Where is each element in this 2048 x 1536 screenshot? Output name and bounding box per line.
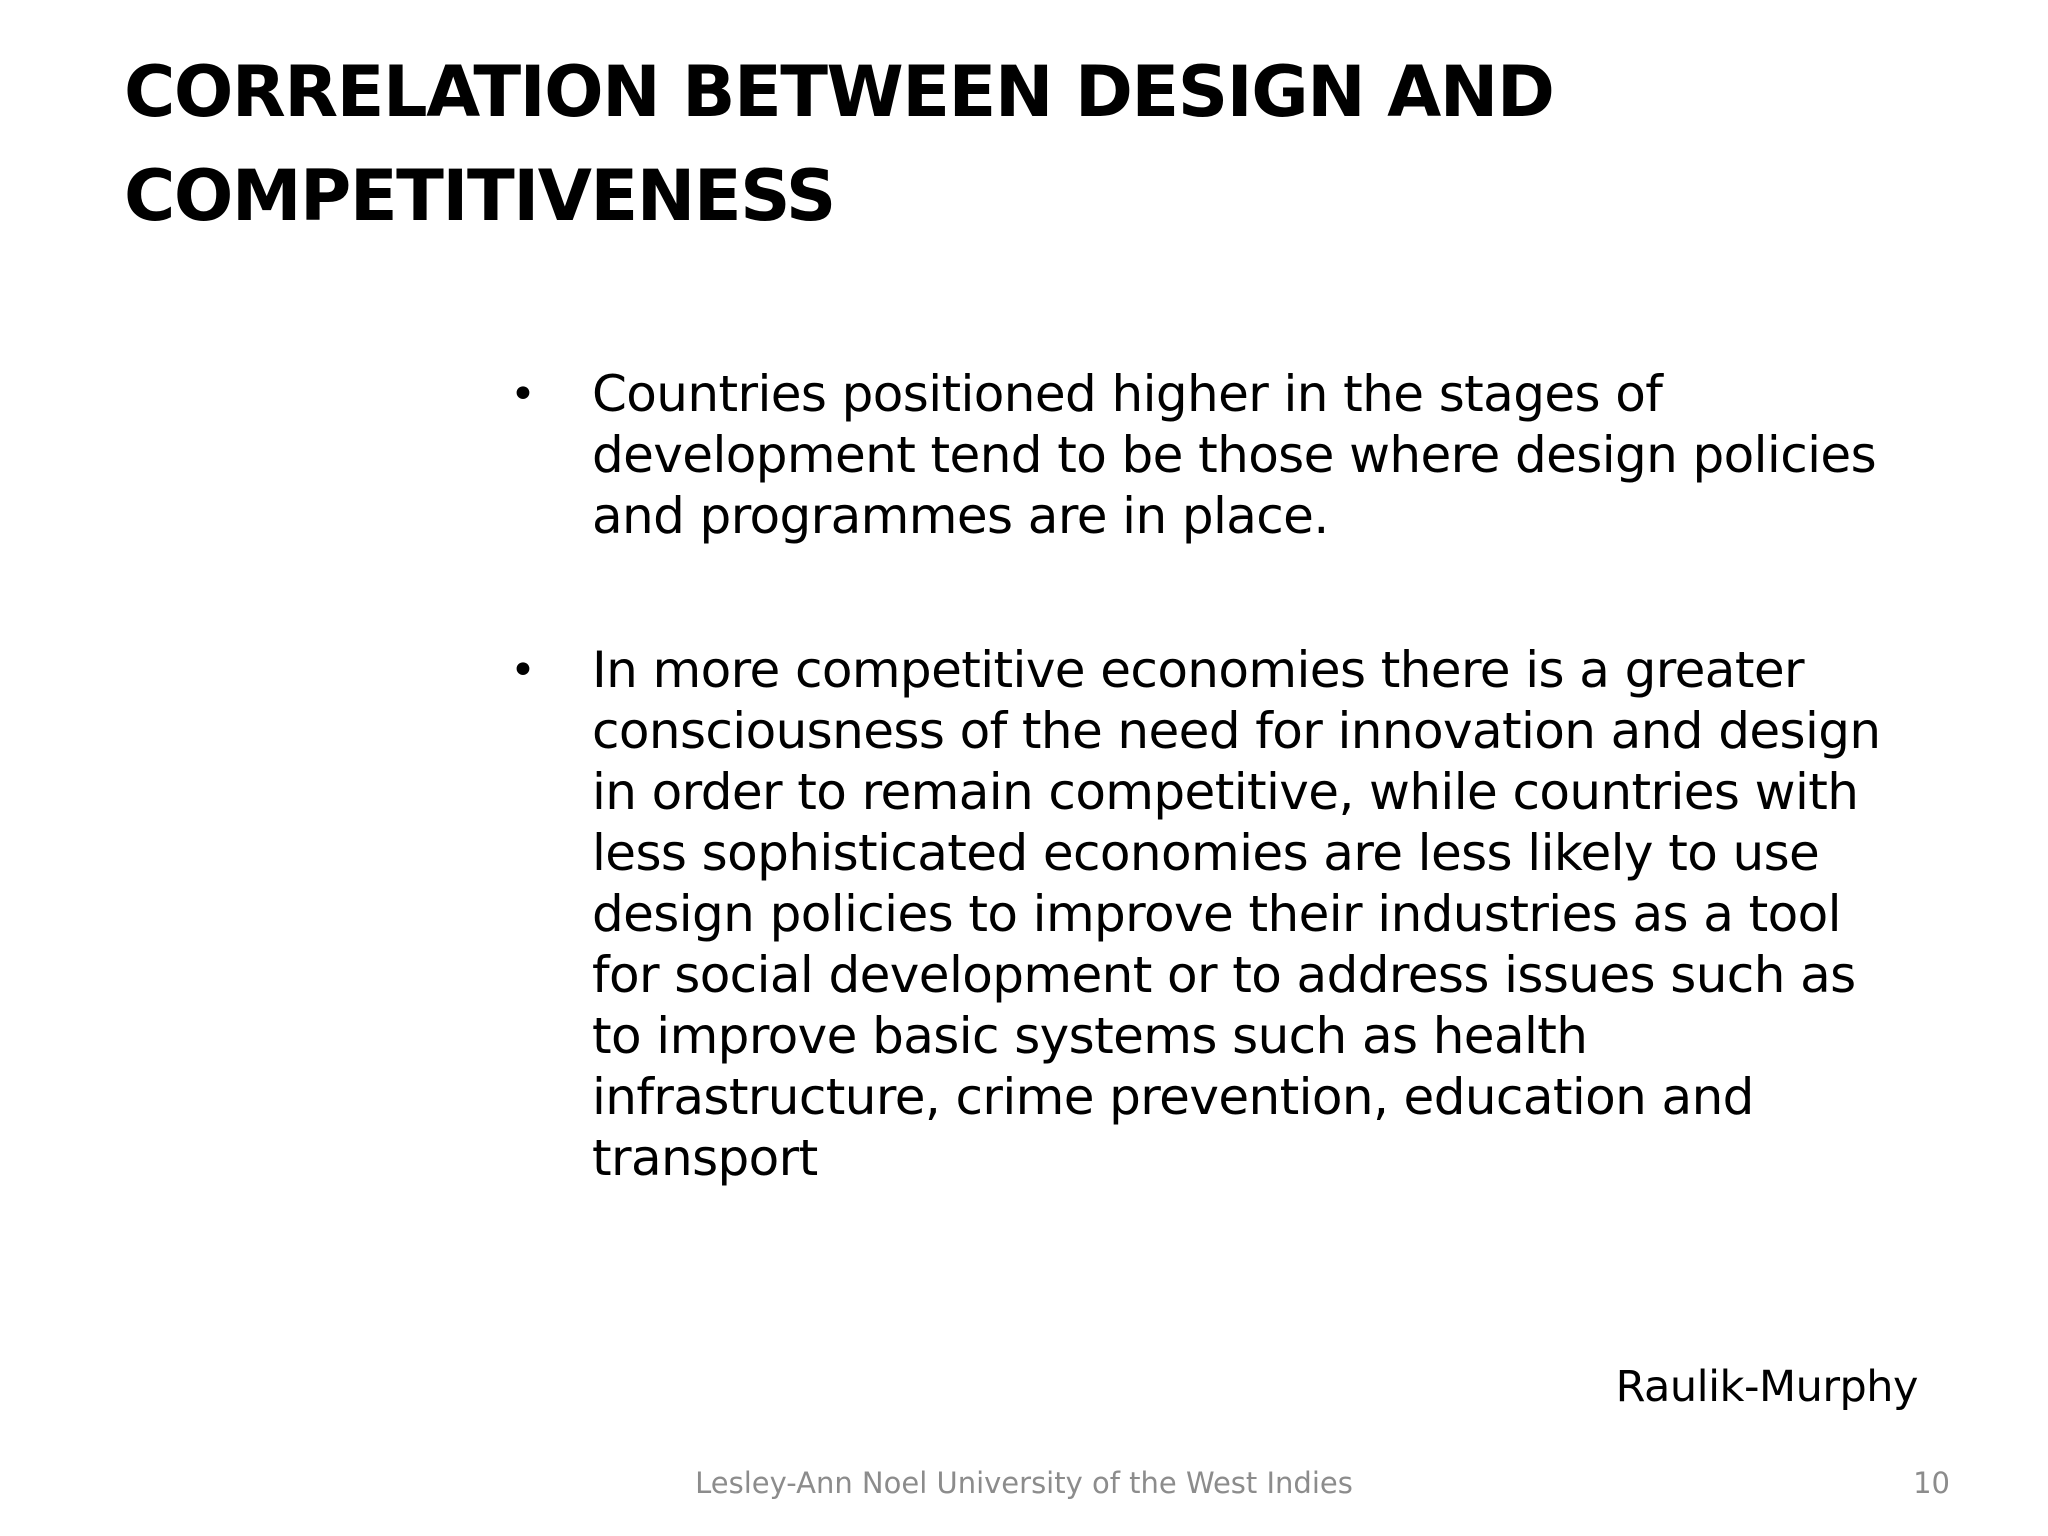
bullet-line: development tend to be those where design policies (592, 426, 1877, 484)
footer-text: Lesley-Ann Noel University of the West Indies (695, 1466, 1353, 1500)
bullet-line: In more competitive economies there is a greater (592, 641, 1804, 699)
bullet-line: infrastructure, crime prevention, education and (592, 1068, 1754, 1126)
bullet-line: in order to remain competitive, while countries with (592, 763, 1859, 821)
bullet-line: design policies to improve their industries as a tool (592, 885, 1841, 943)
slide-title-line: CORRELATION BETWEEN DESIGN AND (124, 51, 1554, 133)
bullet-line: for social development or to address issues such as (592, 946, 1856, 1004)
slide-title-line: COMPETITIVENESS (124, 155, 835, 237)
bullet-item (510, 640, 1990, 1189)
bullet-list (510, 364, 1990, 1189)
bullet-icon: • (510, 369, 536, 420)
page-number: 10 (1913, 1466, 1950, 1500)
bullet-line: less sophisticated economies are less likely to use (592, 824, 1820, 882)
slide-title (124, 40, 1944, 248)
bullet-line: consciousness of the need for innovation and design (592, 702, 1881, 760)
attribution: Raulik-Murphy (1615, 1362, 1918, 1412)
bullet-item (510, 364, 1990, 547)
bullet-line: and programmes are in place. (592, 487, 1329, 545)
bullet-line: Countries positioned higher in the stages of (592, 365, 1663, 423)
bullet-icon: • (510, 645, 536, 696)
bullet-line: transport (592, 1129, 818, 1187)
bullet-line: to improve basic systems such as health (592, 1007, 1588, 1065)
